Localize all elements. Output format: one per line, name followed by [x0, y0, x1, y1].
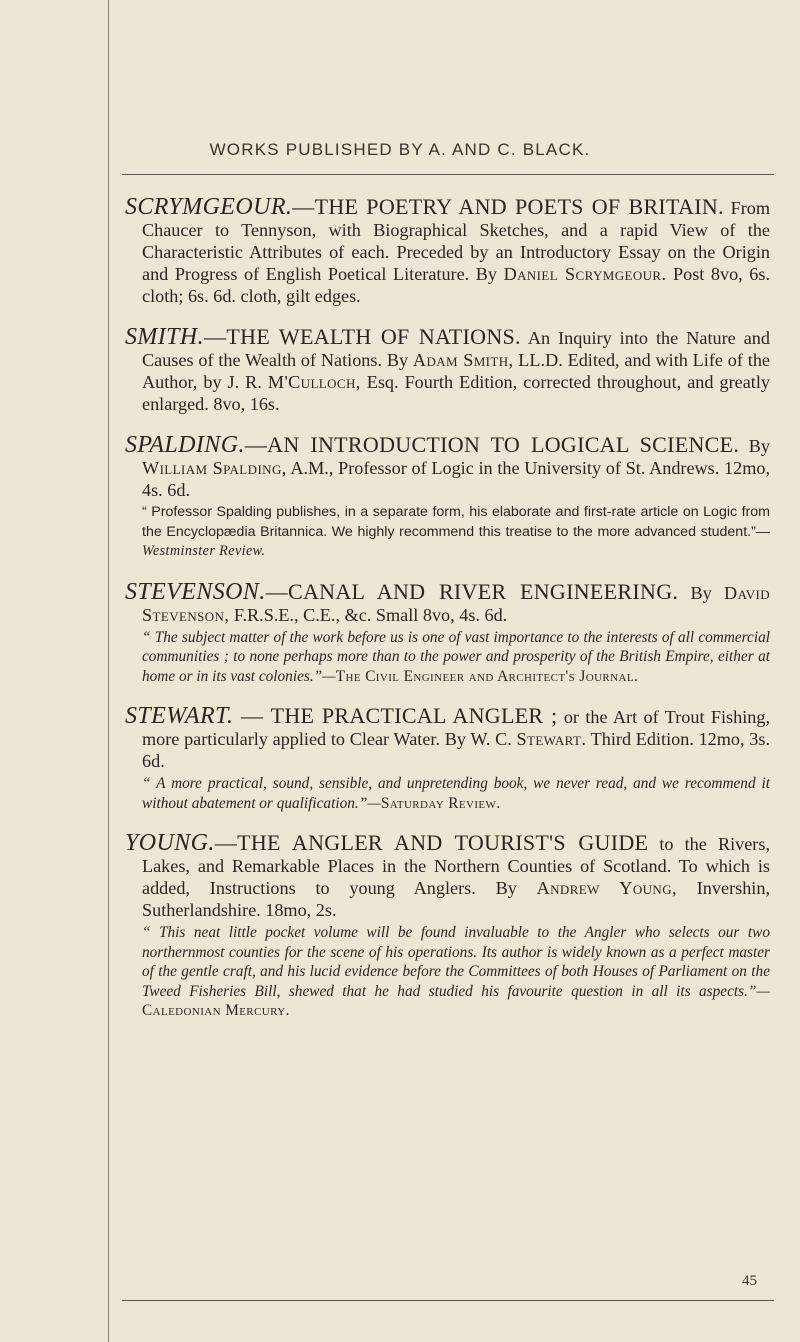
entry-author-name: Daniel Scrymgeour. — [503, 264, 667, 284]
entry-author-name: Adam Smith, — [412, 350, 514, 370]
review-source: Westminster Review. — [142, 543, 266, 559]
review-text: “ A more practical, sound, sensible, and unpretending book, we never read, and we recommend it without abatement or qualification.”— — [142, 775, 770, 812]
entry-dash: — — [244, 432, 268, 457]
entry-author-name: David Stevenson, — [142, 582, 770, 625]
page-header: WORKS PUBLISHED BY A. AND C. BLACK. — [209, 140, 591, 159]
entry-description-cont: LL.D. Edited, and with Life of the Author, by J. R. — [142, 350, 770, 392]
entry-text — [125, 703, 770, 772]
entry-review-quote — [142, 774, 770, 813]
entry-description: By — [739, 436, 770, 456]
review-text: “ This neat little pocket volume will be found invaluable to the Angler who selects our two northernmost counties for the scene of his operations. Its author is widely known as a perfect master of the gentle craft, and his lucid evidence before the Committees of both Houses of Parliament on the Tweed Fisheries Bill, shewed that he had studied his favourite question in all its aspects.”— — [142, 924, 770, 1000]
entry-description: From Chaucer to Tennyson, with Biographical Sketches, and a rapid View of the Characteristic Attributes of each. Preceded by an Introductory Essay on the Origin and Progress of English Poetical Literature. By — [142, 198, 770, 284]
review-source: Saturday Review. — [380, 794, 501, 812]
entry-title: THE POETRY AND POETS OF BRITAIN. — [314, 194, 724, 219]
entry-stevenson — [125, 578, 770, 687]
entry-description: or the Art of Trout Fishing, more particularly applied to Clear Water. By W. C. — [142, 707, 770, 749]
entry-dash: — — [265, 578, 288, 604]
entry-text — [125, 432, 770, 501]
entry-young — [125, 830, 770, 1021]
entry-text — [125, 324, 770, 415]
page-edge-line — [108, 0, 109, 1342]
footer-rule — [122, 1300, 774, 1301]
entry-review-quote — [142, 628, 770, 687]
entry-author-name: William Spalding, — [142, 458, 287, 478]
entry-author: SCRYMGEOUR. — [125, 194, 293, 220]
entry-smith — [125, 324, 770, 415]
entry-author: STEWART. — [125, 703, 234, 729]
entry-title: THE PRACTICAL ANGLER ; — [270, 703, 558, 728]
review-source: The Civil Engineer and Architect's Journal. — [335, 667, 639, 685]
entry-price: Esq. Fourth Edition, corrected throughout, and greatly enlarged. 8vo, 16s. — [142, 372, 770, 414]
entry-text — [125, 194, 770, 307]
entry-review-quote — [142, 923, 770, 1021]
entry-author-name: Stewart. — [516, 729, 587, 749]
entry-title: CANAL AND RIVER ENGINEERING. — [288, 578, 679, 604]
entry-author: STEVENSON. — [125, 578, 266, 605]
review-text: “ Professor Spalding publishes, in a separate form, his elaborate and first-rate article on Logic from the Encyclopædia Britannica. We highly recommend this treatise to the more advanced student.”— — [142, 504, 770, 540]
entry-dash: — — [204, 324, 227, 349]
entry-description: to the Rivers, Lakes, and Remarkable Places in the Northern Counties of Scotland. To which is added, Instructions to young Anglers. By — [142, 834, 770, 898]
entry-review-quote — [142, 503, 770, 562]
entry-price: F.R.S.E., C.E., &c. Small 8vo, 4s. 6d. — [229, 604, 508, 625]
page-number: 45 — [742, 1273, 757, 1289]
entry-price: Post 8vo, 6s. cloth; 6s. 6d. cloth, gilt edges. — [142, 264, 770, 306]
entry-stewart — [125, 703, 770, 813]
entry-price: Third Edition. 12mo, 3s. 6d. — [142, 729, 770, 771]
entry-price: A.M., Professor of Logic in the University of St. Andrews. 12mo, 4s. 6d. — [142, 458, 770, 500]
header-rule — [122, 174, 774, 175]
entry-author: SMITH. — [125, 324, 205, 350]
entry-author-name: Andrew Young, — [536, 878, 677, 898]
entry-text — [125, 830, 770, 921]
entry-dash: — — [214, 830, 238, 855]
entry-dash: — — [292, 194, 315, 219]
catalogue-entries — [125, 194, 770, 1040]
entry-author: YOUNG. — [125, 830, 215, 856]
entry-scrymgeour — [125, 194, 770, 307]
entry-description: By — [678, 582, 725, 603]
entry-price: Invershin, Sutherlandshire. 18mo, 2s. — [142, 878, 770, 920]
entry-text — [125, 578, 770, 626]
review-source: Caledonian Mercury. — [142, 1002, 290, 1019]
entry-title: THE ANGLER AND TOURIST'S GUIDE — [237, 830, 649, 855]
review-text: “ The subject matter of the work before us is one of vast importance to the interests of all commercial communities ; to none perhaps more than to the power and prosperity of the British Empire, either at home or in its vast colonies.”— — [142, 628, 770, 685]
entry-spalding — [125, 432, 770, 562]
entry-editor-name: M'Culloch, — [267, 372, 361, 392]
entry-title: THE WEALTH OF NATIONS. — [226, 324, 521, 349]
entry-description: An Inquiry into the Nature and Causes of the Wealth of Nations. By — [142, 328, 770, 370]
entry-title: AN INTRODUCTION TO LOGICAL SCIENCE. — [267, 432, 740, 457]
entry-dash: — — [233, 703, 271, 728]
entry-author: SPALDING. — [125, 432, 245, 458]
